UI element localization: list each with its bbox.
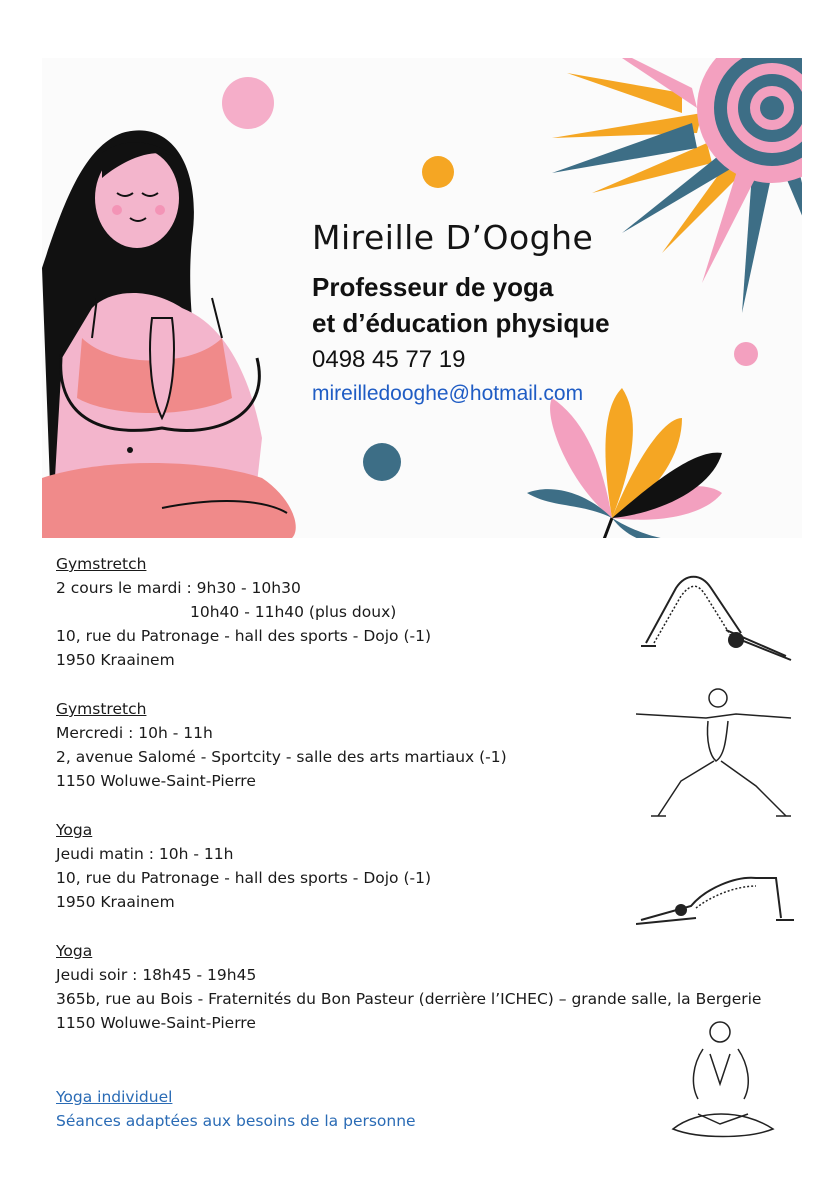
header-illustration — [42, 58, 802, 538]
teacher-name: Mireille D’Ooghe — [312, 218, 594, 257]
individual-yoga-block — [56, 1085, 416, 1133]
class-block-yoga-thursday-morning — [56, 818, 431, 914]
class-block-gymstretch-tuesday — [56, 552, 431, 672]
class-heading: Yoga — [56, 942, 93, 960]
class-time-second: 10h40 - 11h40 (plus doux) — [190, 603, 397, 621]
phone-number: 0498 45 77 19 — [312, 346, 466, 373]
lotus-pose-icon — [668, 1014, 778, 1144]
class-time: Jeudi matin : 10h - 11h — [56, 845, 234, 863]
email-link[interactable]: mireilledooghe@hotmail.com — [312, 382, 584, 405]
class-city: 1950 Kraainem — [56, 893, 175, 911]
class-heading: Gymstretch — [56, 555, 147, 573]
downward-dog-pose-icon — [636, 568, 796, 663]
class-address: 10, rue du Patronage - hall des sports - Dojo (-1) — [56, 627, 432, 645]
class-heading: Yoga — [56, 821, 93, 839]
individual-description: Séances adaptées aux besoins de la personne — [56, 1112, 416, 1130]
individual-heading[interactable]: Yoga individuel — [56, 1088, 173, 1106]
class-city: 1150 Woluwe-Saint-Pierre — [56, 1014, 256, 1032]
class-block-yoga-thursday-evening — [56, 939, 761, 1035]
warrior-pose-icon — [636, 686, 796, 821]
class-city: 1150 Woluwe-Saint-Pierre — [56, 772, 256, 790]
sun-icon — [552, 58, 802, 313]
job-title-line2: et d’éducation physique — [312, 308, 610, 338]
class-time: 2 cours le mardi : 9h30 - 10h30 — [56, 579, 301, 597]
class-block-gymstretch-wednesday — [56, 697, 507, 793]
class-address: 2, avenue Salomé - Sportcity - salle des arts martiaux (-1) — [56, 748, 507, 766]
class-city: 1950 Kraainem — [56, 651, 175, 669]
class-time: Mercredi : 10h - 11h — [56, 724, 213, 742]
class-address: 10, rue du Patronage - hall des sports - Dojo (-1) — [56, 869, 432, 887]
class-heading: Gymstretch — [56, 700, 147, 718]
lotus-flower-icon — [527, 388, 722, 538]
class-time: Jeudi soir : 18h45 - 19h45 — [56, 966, 257, 984]
class-address: 365b, rue au Bois - Fraternités du Bon Pasteur (derrière l’ICHEC) – grande salle, la Bergerie — [56, 990, 762, 1008]
meditating-woman — [42, 130, 296, 538]
bridge-pose-icon — [636, 868, 796, 928]
job-title-line1: Professeur de yoga — [312, 272, 554, 302]
